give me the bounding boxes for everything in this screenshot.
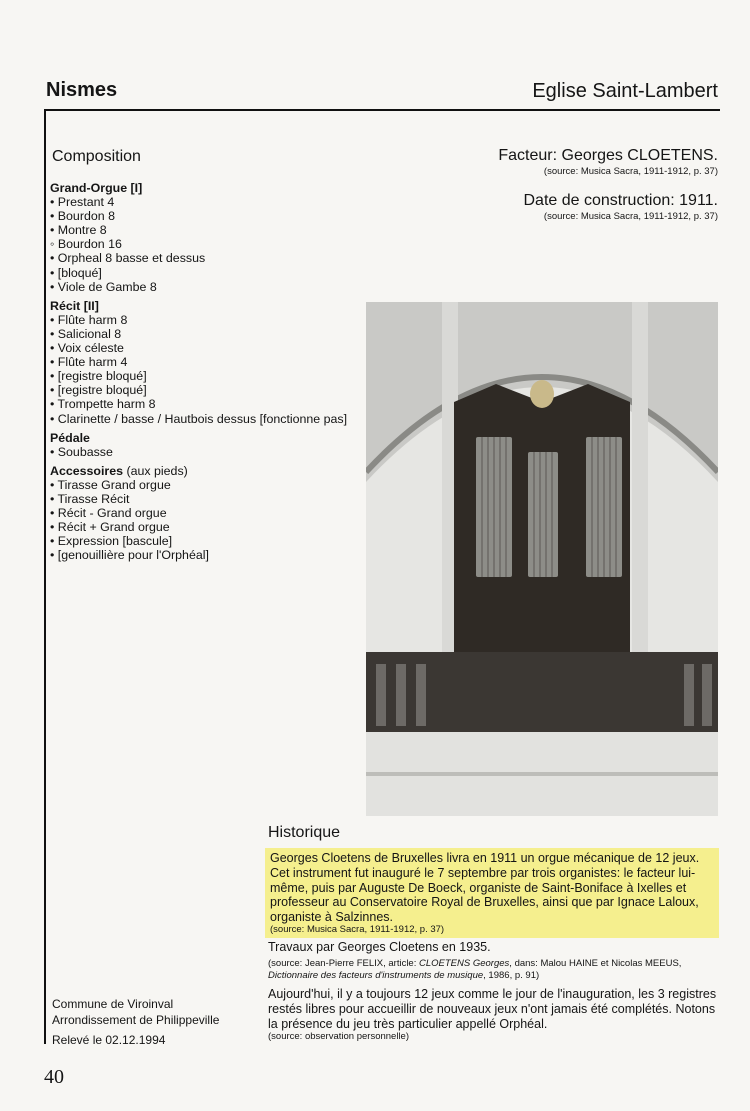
stop-item: • Expression [bascule]: [50, 534, 173, 549]
left-rule: [44, 110, 46, 1044]
town-title: Nismes: [46, 79, 118, 101]
construction-source: (source: Musica Sacra, 1911-1912, p. 37): [543, 211, 718, 222]
stop-item: • Voix céleste: [50, 341, 124, 356]
stop-item: • Soubasse: [50, 444, 113, 459]
stop-item: • Récit - Grand orgue: [50, 506, 167, 521]
stop-item: • Flûte harm 8: [50, 312, 128, 327]
history-text: Georges Cloetens de Bruxelles livra en 1911 un orgue mécanique de 12 jeux. Cet instrument fut inauguré le 7 septembre par trois organistes: le facteur lui-même, puis par Auguste De Boeck, organiste de Saint-Boniface à Ixelles et professeur au Conservatoire Royal de Bruxelles, ainsi que par Ignace Laloux, organiste à Salzinnes.: [270, 851, 700, 925]
history-source: (source: Musica Sacra, 1911-1912, p. 37): [270, 924, 445, 935]
section-title-text: Grand-Orgue [I]: [50, 181, 143, 195]
releve-date: Relevé le 02.12.1994: [52, 1033, 166, 1047]
today-source: (source: observation personnelle): [268, 1031, 409, 1042]
section-note: (aux pieds): [123, 463, 188, 478]
today-text: Aujourd'hui, il y a toujours 12 jeux comme le jour de l'inauguration, les 3 registres restés libres pour accueillir de nouveaux jeux n'ont jamais été complétés. Notons la présence du jeu très particulier appellé Orphéal.: [268, 987, 717, 1031]
works-source-italic2: Dictionnaire des facteurs d'instruments de musique: [268, 970, 484, 981]
composition-list: [50, 181, 350, 562]
stop-item: • Clarinette / basse / Hautbois dessus [fonctionne pas]: [50, 411, 348, 426]
header-rule: [44, 109, 720, 111]
stop-item: • Montre 8: [50, 223, 107, 238]
works-line: Travaux par Georges Cloetens en 1935.: [268, 940, 491, 954]
works-source-c: , 1986, p. 91): [483, 970, 540, 981]
stop-item: • Bourdon 8: [50, 209, 115, 224]
stop-item: • [registre bloqué]: [50, 383, 147, 398]
composition-section-title: [50, 299, 350, 313]
commune-block: [52, 996, 219, 1028]
church-title: Eglise Saint-Lambert: [532, 80, 718, 102]
section-title-text: Récit [II]: [50, 298, 99, 313]
stop-item: • [registre bloqué]: [50, 369, 147, 384]
composition-title: Composition: [52, 148, 141, 165]
works-source-a: (source: Jean-Pierre FELIX, article:: [268, 958, 419, 969]
stop-item: • Orpheal 8 basse et dessus: [50, 251, 206, 266]
page-number: 40: [44, 1066, 64, 1088]
works-source: [268, 958, 720, 982]
composition-section-title: [50, 464, 350, 478]
section-title-text: Accessoires: [50, 463, 124, 478]
stop-item: • [bloqué]: [50, 265, 102, 280]
stop-item: • [genouillière pour l'Orphéal]: [50, 548, 209, 563]
composition-section-title: [50, 181, 350, 195]
stop-item: • Prestant 4: [50, 195, 115, 210]
stop-item: • Tirasse Grand orgue: [50, 477, 171, 492]
stop-item: • Trompette harm 8: [50, 397, 156, 412]
history-title: Historique: [268, 824, 341, 841]
builder-line: Facteur: Georges CLOETENS.: [498, 147, 718, 164]
section-title-text: Pédale: [50, 430, 90, 445]
stop-item: • Viole de Gambe 8: [50, 279, 157, 294]
stop-item: • Récit + Grand orgue: [50, 520, 170, 535]
stop-item: • Salicional 8: [50, 326, 122, 341]
works-source-italic: CLOETENS Georges: [419, 958, 510, 969]
organ-photo: [366, 302, 718, 816]
works-source-b: , dans: Malou HAINE et Nicolas MEEUS,: [509, 958, 682, 969]
stop-item: • Tirasse Récit: [50, 491, 130, 506]
arrondissement-name: Arrondissement de Philippeville: [52, 1013, 220, 1027]
stop-item: ◦ Bourdon 16: [50, 237, 122, 252]
stop-item: • Flûte harm 4: [50, 355, 128, 370]
commune-name: Commune de Viroinval: [52, 997, 174, 1011]
builder-source: (source: Musica Sacra, 1911-1912, p. 37): [543, 166, 718, 177]
composition-section-title: [50, 431, 350, 445]
construction-date: Date de construction: 1911.: [523, 192, 718, 209]
